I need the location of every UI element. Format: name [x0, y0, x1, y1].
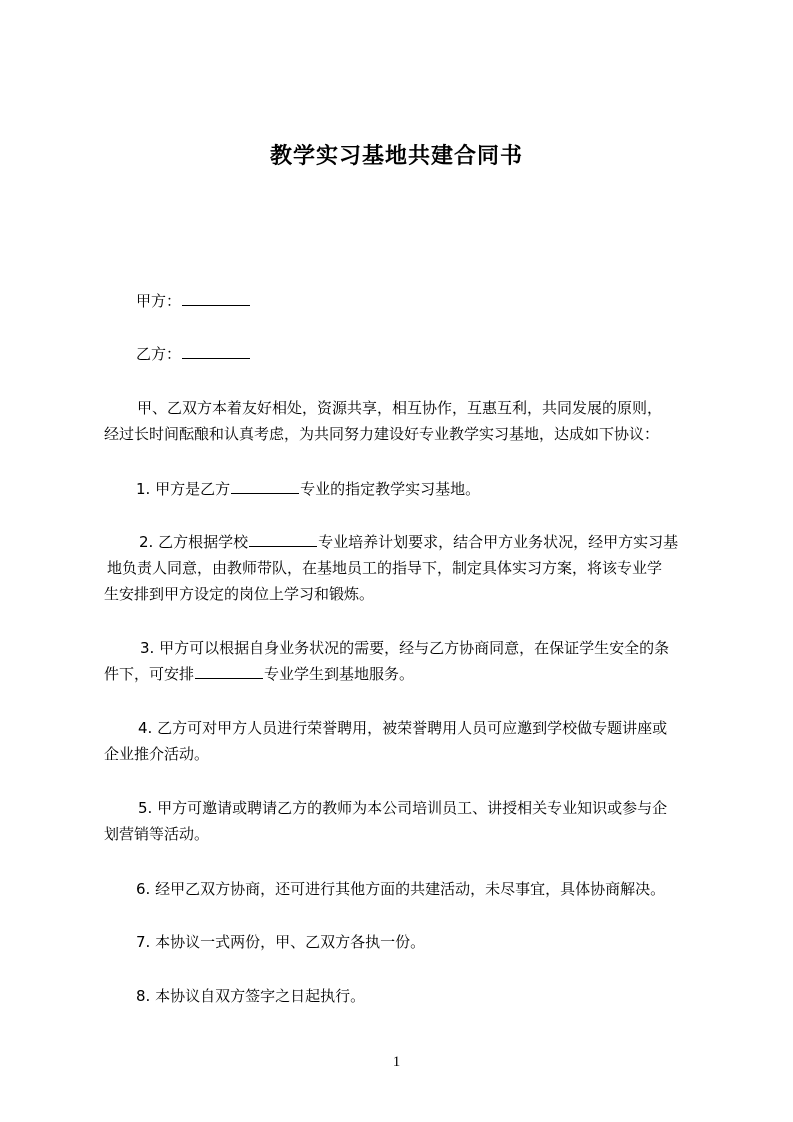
clause-3-line-2: [104, 661, 716, 687]
clause-3-line-1: 3. 甲方可以根据自身业务状况的需要，经与乙方协商同意，在保证学生安全的条: [140, 639, 670, 657]
clause-1-text-after: 专业的指定教学实习基地。: [300, 480, 481, 498]
clause-1: [136, 476, 748, 502]
intro-line-2: 经过长时间酝酿和认真考虑，为共同努力建设好专业教学实习基地，达成如下协议：: [104, 425, 660, 443]
clause-8: 8. 本协议自双方签字之日起执行。: [136, 987, 366, 1005]
intro-line-1: 甲、乙双方本着友好相处，资源共享，相互协作，互惠互利，共同发展的原则，: [137, 399, 663, 417]
clause-2-line-1: [139, 529, 751, 555]
clause-1-text-before: 1. 甲方是乙方: [136, 480, 231, 498]
party-b-line: [136, 341, 748, 367]
clause-3-blank: [195, 664, 263, 679]
party-a-label: 甲方：: [136, 292, 182, 310]
party-b-label: 乙方：: [136, 345, 182, 363]
clause-4-line-2: 企业推介活动。: [104, 745, 210, 763]
clause-1-blank: [231, 479, 299, 494]
clause-5-line-2: 划营销等活动。: [104, 825, 210, 843]
party-a-blank: [182, 291, 250, 306]
clause-2-text-after: 专业培养计划要求，结合甲方业务状况，经甲方实习基: [318, 533, 679, 551]
party-b-blank: [182, 344, 250, 359]
clause-7: 7. 本协议一式两份，甲、乙双方各执一份。: [136, 933, 426, 951]
party-a-line: [136, 288, 748, 314]
clause-2-line-2: 地负责人同意，由教师带队，在基地员工的指导下，制定具体实习方案，将该专业学: [107, 559, 663, 577]
clause-2-line-3: 生安排到甲方设定的岗位上学习和锻炼。: [104, 585, 375, 603]
clause-2-blank: [249, 532, 317, 547]
clause-4-line-1: 4. 乙方可对甲方人员进行荣誉聘用，被荣誉聘用人员可应邀到学校做专题讲座或: [138, 719, 668, 737]
clause-3-text-before: 件下，可安排: [104, 665, 195, 683]
clause-5-line-1: 5. 甲方可邀请或聘请乙方的教师为本公司培训员工、讲授相关专业知识或参与企: [138, 799, 668, 817]
clause-2-text-before: 2. 乙方根据学校: [139, 533, 249, 551]
document-title: 教学实习基地共建合同书: [269, 144, 523, 169]
clause-6: 6. 经甲乙双方协商，还可进行其他方面的共建活动，未尽事宜，具体协商解决。: [136, 880, 666, 898]
clause-3-text-after: 专业学生到基地服务。: [264, 665, 415, 683]
page-number: 1: [392, 1054, 401, 1070]
